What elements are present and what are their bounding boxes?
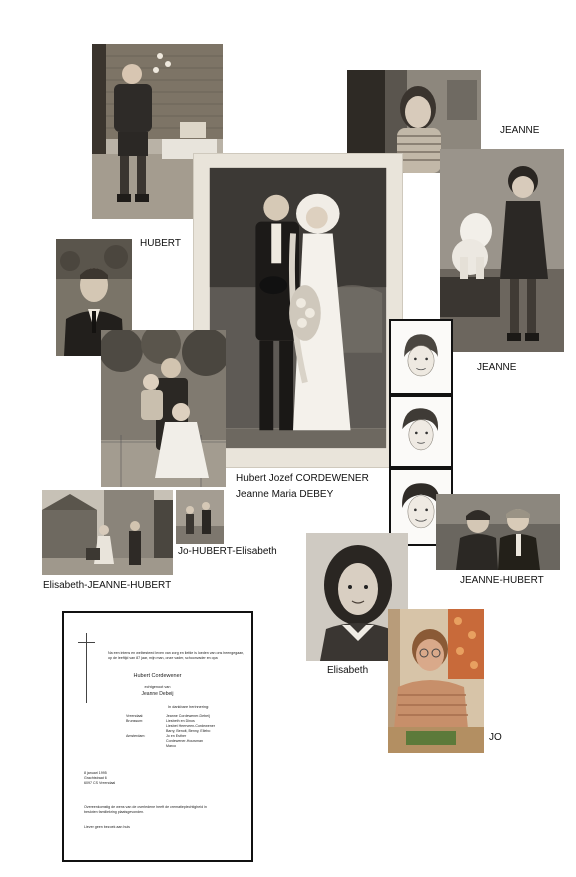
card-intro: Na een intens en welbesteed leven van zorg en liefde is loeden van ons heengegaan, op de leeftijd van 87 jaar, mijn man, onze vader, schoonvader en opa xyxy=(108,651,245,660)
family-row: Vreendaal: Jeanne Cordewener-Debeij xyxy=(126,714,210,718)
card-name: Hubert Cordewener xyxy=(133,673,182,679)
family-row: Barry, Benoit, Benny, Ellebo xyxy=(166,729,211,733)
family-row: Brunssum: Liesbeth en Dinos xyxy=(126,719,195,723)
label-elisabeth: Elisabeth xyxy=(327,665,369,676)
label-jeanne-top: JEANNE xyxy=(500,125,540,136)
label-jo: JO xyxy=(489,732,502,743)
card-street: Grachtstraat 6 xyxy=(84,776,107,780)
label-jeanne-mid: JEANNE xyxy=(477,362,517,373)
card-family-list xyxy=(126,714,215,749)
card-postal: 6097 CS Vreendaal xyxy=(84,781,116,785)
photo-family-outdoor xyxy=(101,330,226,487)
label-hubert: HUBERT xyxy=(140,238,181,249)
card-remembrance: In dankbare herinnering: xyxy=(168,705,210,709)
sketch-portrait-1 xyxy=(389,319,453,395)
family-row: Marco xyxy=(166,744,176,748)
memorial-card xyxy=(62,611,253,862)
cross-icon-bar xyxy=(78,642,95,643)
label-jo-hubert-elisabeth: Jo-HUBERT-Elisabeth xyxy=(178,546,277,557)
card-spouse-label: echtgenoot van xyxy=(144,685,171,689)
family-row: Cordewener-Houwman xyxy=(166,739,203,743)
family-row: Amsterdam: Jo en Esther xyxy=(126,734,187,738)
photo-jo xyxy=(388,609,484,753)
label-couple-names-1: Hubert Jozef CORDEWENER xyxy=(236,473,369,484)
label-elisabeth-jeanne-hubert: Elisabeth-JEANNE-HUBERT xyxy=(43,580,172,591)
card-spouse: Jeanne Debeij xyxy=(141,691,174,697)
photo-street-family xyxy=(42,490,173,575)
card-no-visit: Liever geen bezoek aan huis xyxy=(84,825,130,829)
photo-jo-hubert-elisabeth xyxy=(176,490,224,544)
family-row: Liesbet Heerveen-Cordewener xyxy=(166,724,215,728)
sketch-portrait-2 xyxy=(389,395,453,468)
card-note-1: Overeenkomstig de wens van de overledene heeft de crematieplechtigheid in xyxy=(84,805,207,809)
photo-jeanne-hubert-couple xyxy=(436,494,560,570)
photo-jeanne-child-dog xyxy=(440,149,564,352)
card-note-2: besloten familiekring plaatsgevonden. xyxy=(84,810,145,814)
card-date: 8 januari 1995 xyxy=(84,771,107,775)
label-couple-names-2: Jeanne Maria DEBEY xyxy=(236,489,334,500)
label-jeanne-hubert: JEANNE-HUBERT xyxy=(460,575,544,586)
